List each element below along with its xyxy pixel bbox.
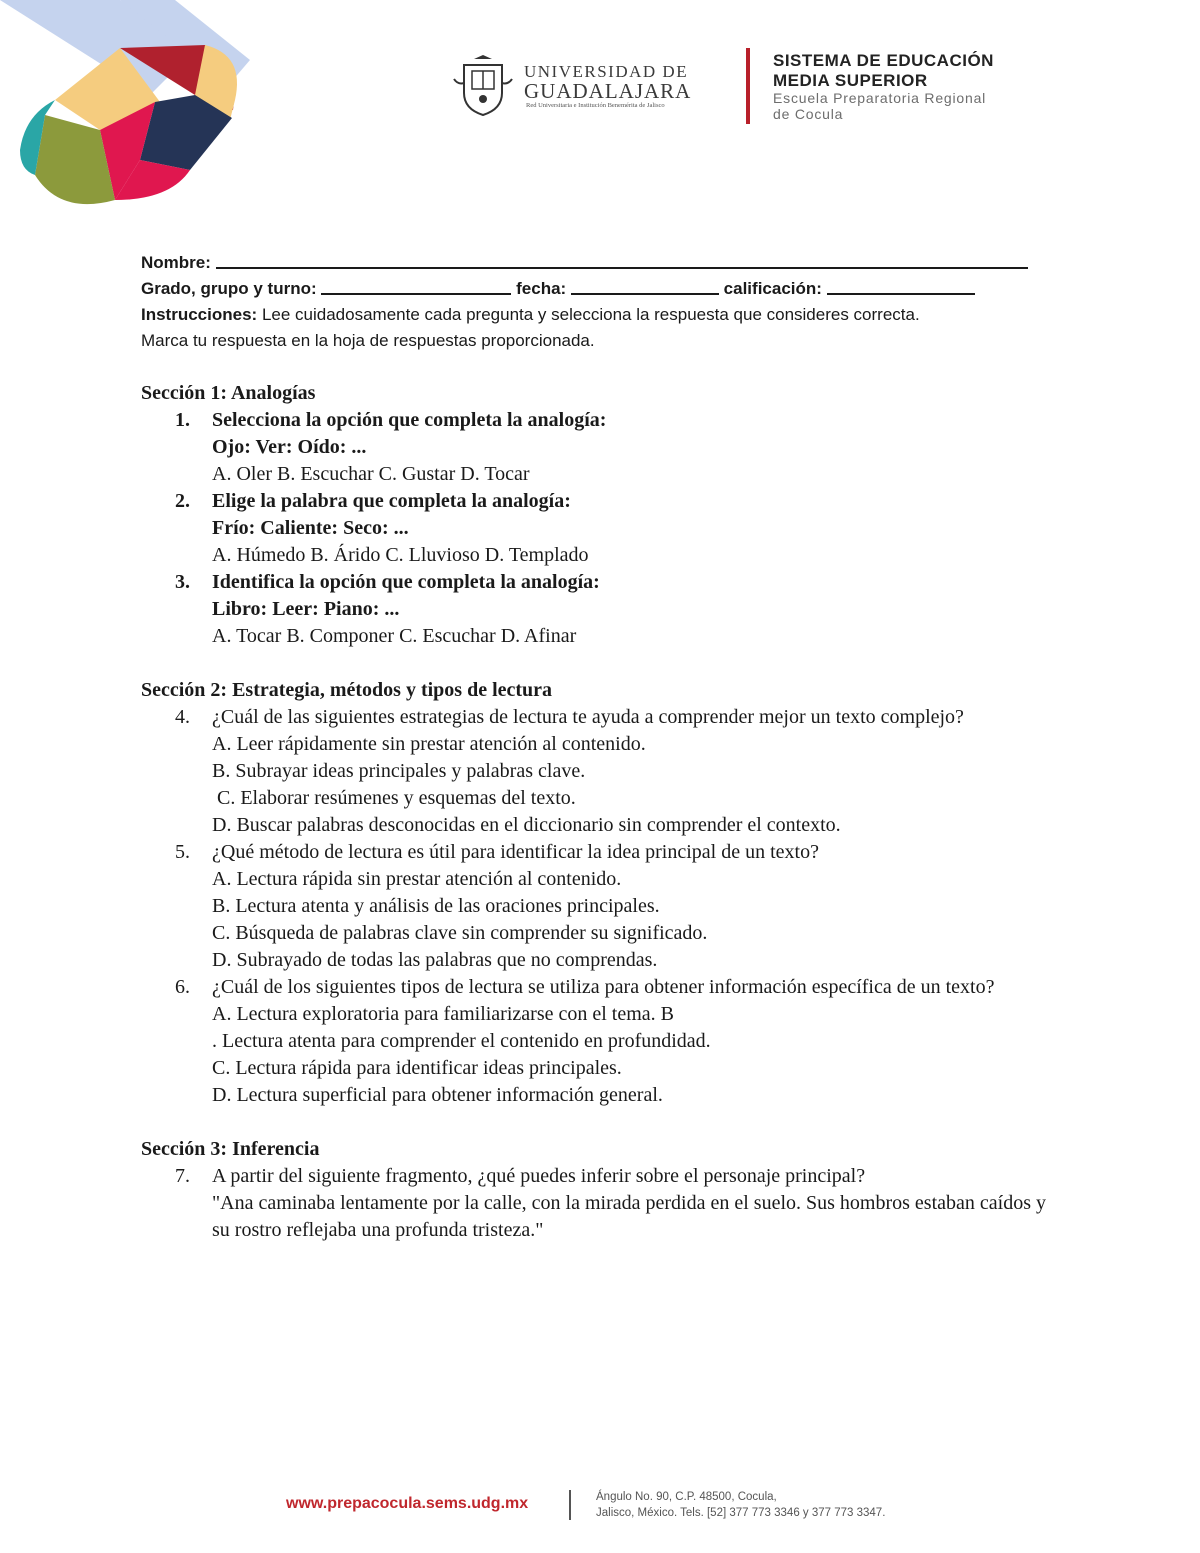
question-number: 2. <box>175 490 190 512</box>
answer-option: B. Subrayar ideas principales y palabras clave. <box>212 760 586 782</box>
header-divider <box>746 48 750 124</box>
answer-option: A. Lectura rápida sin prestar atención al contenido. <box>212 868 622 890</box>
nombre-row <box>141 250 1041 276</box>
section-title: Sección 2: Estrategia, métodos y tipos de lectura <box>141 679 553 701</box>
calificacion-label: calificación: <box>723 279 822 298</box>
answer-option: C. Lectura rápida para identificar ideas principales. <box>212 1057 622 1079</box>
grado-row <box>141 276 1041 302</box>
question-text: Elige la palabra que completa la analogía: <box>212 490 571 512</box>
instrucciones-label: Instrucciones: <box>141 305 258 324</box>
sems-title-line1: SISTEMA DE EDUCACIÓN <box>773 51 994 70</box>
instrucciones-text-2: Marca tu respuesta en la hoja de respuestas proporcionada. <box>141 331 595 350</box>
answer-option: D. Lectura superficial para obtener información general. <box>212 1084 663 1106</box>
question-4 <box>141 704 1051 731</box>
answer-option: A. Lectura exploratoria para familiarizarse con el tema. B <box>212 1003 674 1025</box>
quoted-fragment: "Ana caminaba lentamente por la calle, con la mirada perdida en el suelo. Sus hombros estaban caídos y su rostro reflejaba una profunda tristeza." <box>212 1192 1046 1241</box>
grado-label: Grado, grupo y turno: <box>141 279 317 298</box>
question-number: 3. <box>175 571 190 593</box>
answer-options: A. Tocar B. Componer C. Escuchar D. Afinar <box>212 625 577 647</box>
calificacion-field[interactable] <box>827 277 975 295</box>
question-text: Selecciona la opción que completa la analogía: <box>212 409 607 431</box>
school-name-line2: de Cocula <box>773 106 844 122</box>
section-title: Sección 3: Inferencia <box>141 1138 320 1160</box>
question-number: 4. <box>175 706 190 728</box>
answer-options: A. Oler B. Escuchar C. Gustar D. Tocar <box>212 463 530 485</box>
question-number: 7. <box>175 1165 190 1187</box>
brand-logo-shape <box>0 0 250 215</box>
school-name-line1: Escuela Preparatoria Regional <box>773 90 987 106</box>
answer-option: B. Lectura atenta y análisis de las oraciones principales. <box>212 895 660 917</box>
instrucciones-text: Lee cuidadosamente cada pregunta y selecciona la respuesta que consideres correcta. <box>261 305 920 324</box>
section-title: Sección 1: Analogías <box>141 382 316 404</box>
footer-divider <box>569 1490 571 1520</box>
student-info-form <box>141 250 1041 354</box>
footer-website-link[interactable]: www.prepacocula.sems.udg.mx <box>286 1495 529 1512</box>
question-analogy: Libro: Leer: Piano: ... <box>212 598 400 620</box>
question-analogy: Frío: Caliente: Seco: ... <box>212 517 409 539</box>
question-analogy: Ojo: Ver: Oído: ... <box>212 436 367 458</box>
instructions <box>141 302 1041 328</box>
answer-option: C. Elaborar resúmenes y esquemas del texto. <box>212 787 576 809</box>
question-text: A partir del siguiente fragmento, ¿qué puedes inferir sobre el personaje principal? <box>212 1165 866 1187</box>
sems-title-line2: MEDIA SUPERIOR <box>773 71 928 90</box>
answer-option: . Lectura atenta para comprender el contenido en profundidad. <box>212 1030 711 1052</box>
answer-option: C. Búsqueda de palabras clave sin comprender su significado. <box>212 922 708 944</box>
question-5 <box>141 839 1051 866</box>
answer-option: D. Buscar palabras desconocidas en el diccionario sin comprender el contexto. <box>212 814 841 836</box>
question-number: 6. <box>175 976 190 998</box>
udg-crest-icon <box>452 55 514 117</box>
question-6 <box>141 974 1051 1001</box>
nombre-label: Nombre: <box>141 253 211 272</box>
question-text: ¿Qué método de lectura es útil para identificar la idea principal de un texto? <box>212 841 819 863</box>
footer-address-line1: Ángulo No. 90, C.P. 48500, Cocula, <box>596 1491 777 1503</box>
udg-name-line1: UNIVERSIDAD DE <box>524 62 689 81</box>
question-3 <box>141 569 1051 623</box>
udg-name-line2: GUADALAJARA <box>524 79 692 103</box>
answer-option: A. Leer rápidamente sin prestar atención al contenido. <box>212 733 646 755</box>
grado-field[interactable] <box>321 277 511 295</box>
exam-content <box>141 380 1051 1244</box>
question-text: ¿Cuál de los siguientes tipos de lectura se utiliza para obtener información específica de un texto? <box>212 976 995 998</box>
question-2 <box>141 488 1051 542</box>
question-text: Identifica la opción que completa la analogía: <box>212 571 600 593</box>
udg-tagline: Red Universitaria e Institución Benemérita de Jalisco <box>526 102 665 109</box>
question-1 <box>141 407 1051 461</box>
fecha-field[interactable] <box>571 277 719 295</box>
question-7 <box>141 1163 1051 1190</box>
fecha-label: fecha: <box>516 279 567 298</box>
answer-options: A. Húmedo B. Árido C. Lluvioso D. Templado <box>212 544 589 566</box>
question-text: ¿Cuál de las siguientes estrategias de lectura te ayuda a comprender mejor un texto complejo? <box>212 706 964 728</box>
nombre-field[interactable] <box>216 251 1028 269</box>
question-number: 5. <box>175 841 190 863</box>
answer-option: D. Subrayado de todas las palabras que no comprendas. <box>212 949 658 971</box>
footer-address-line2: Jalisco, México. Tels. [52] 377 773 3346 y 377 773 3347. <box>596 1507 886 1519</box>
question-number: 1. <box>175 409 190 431</box>
